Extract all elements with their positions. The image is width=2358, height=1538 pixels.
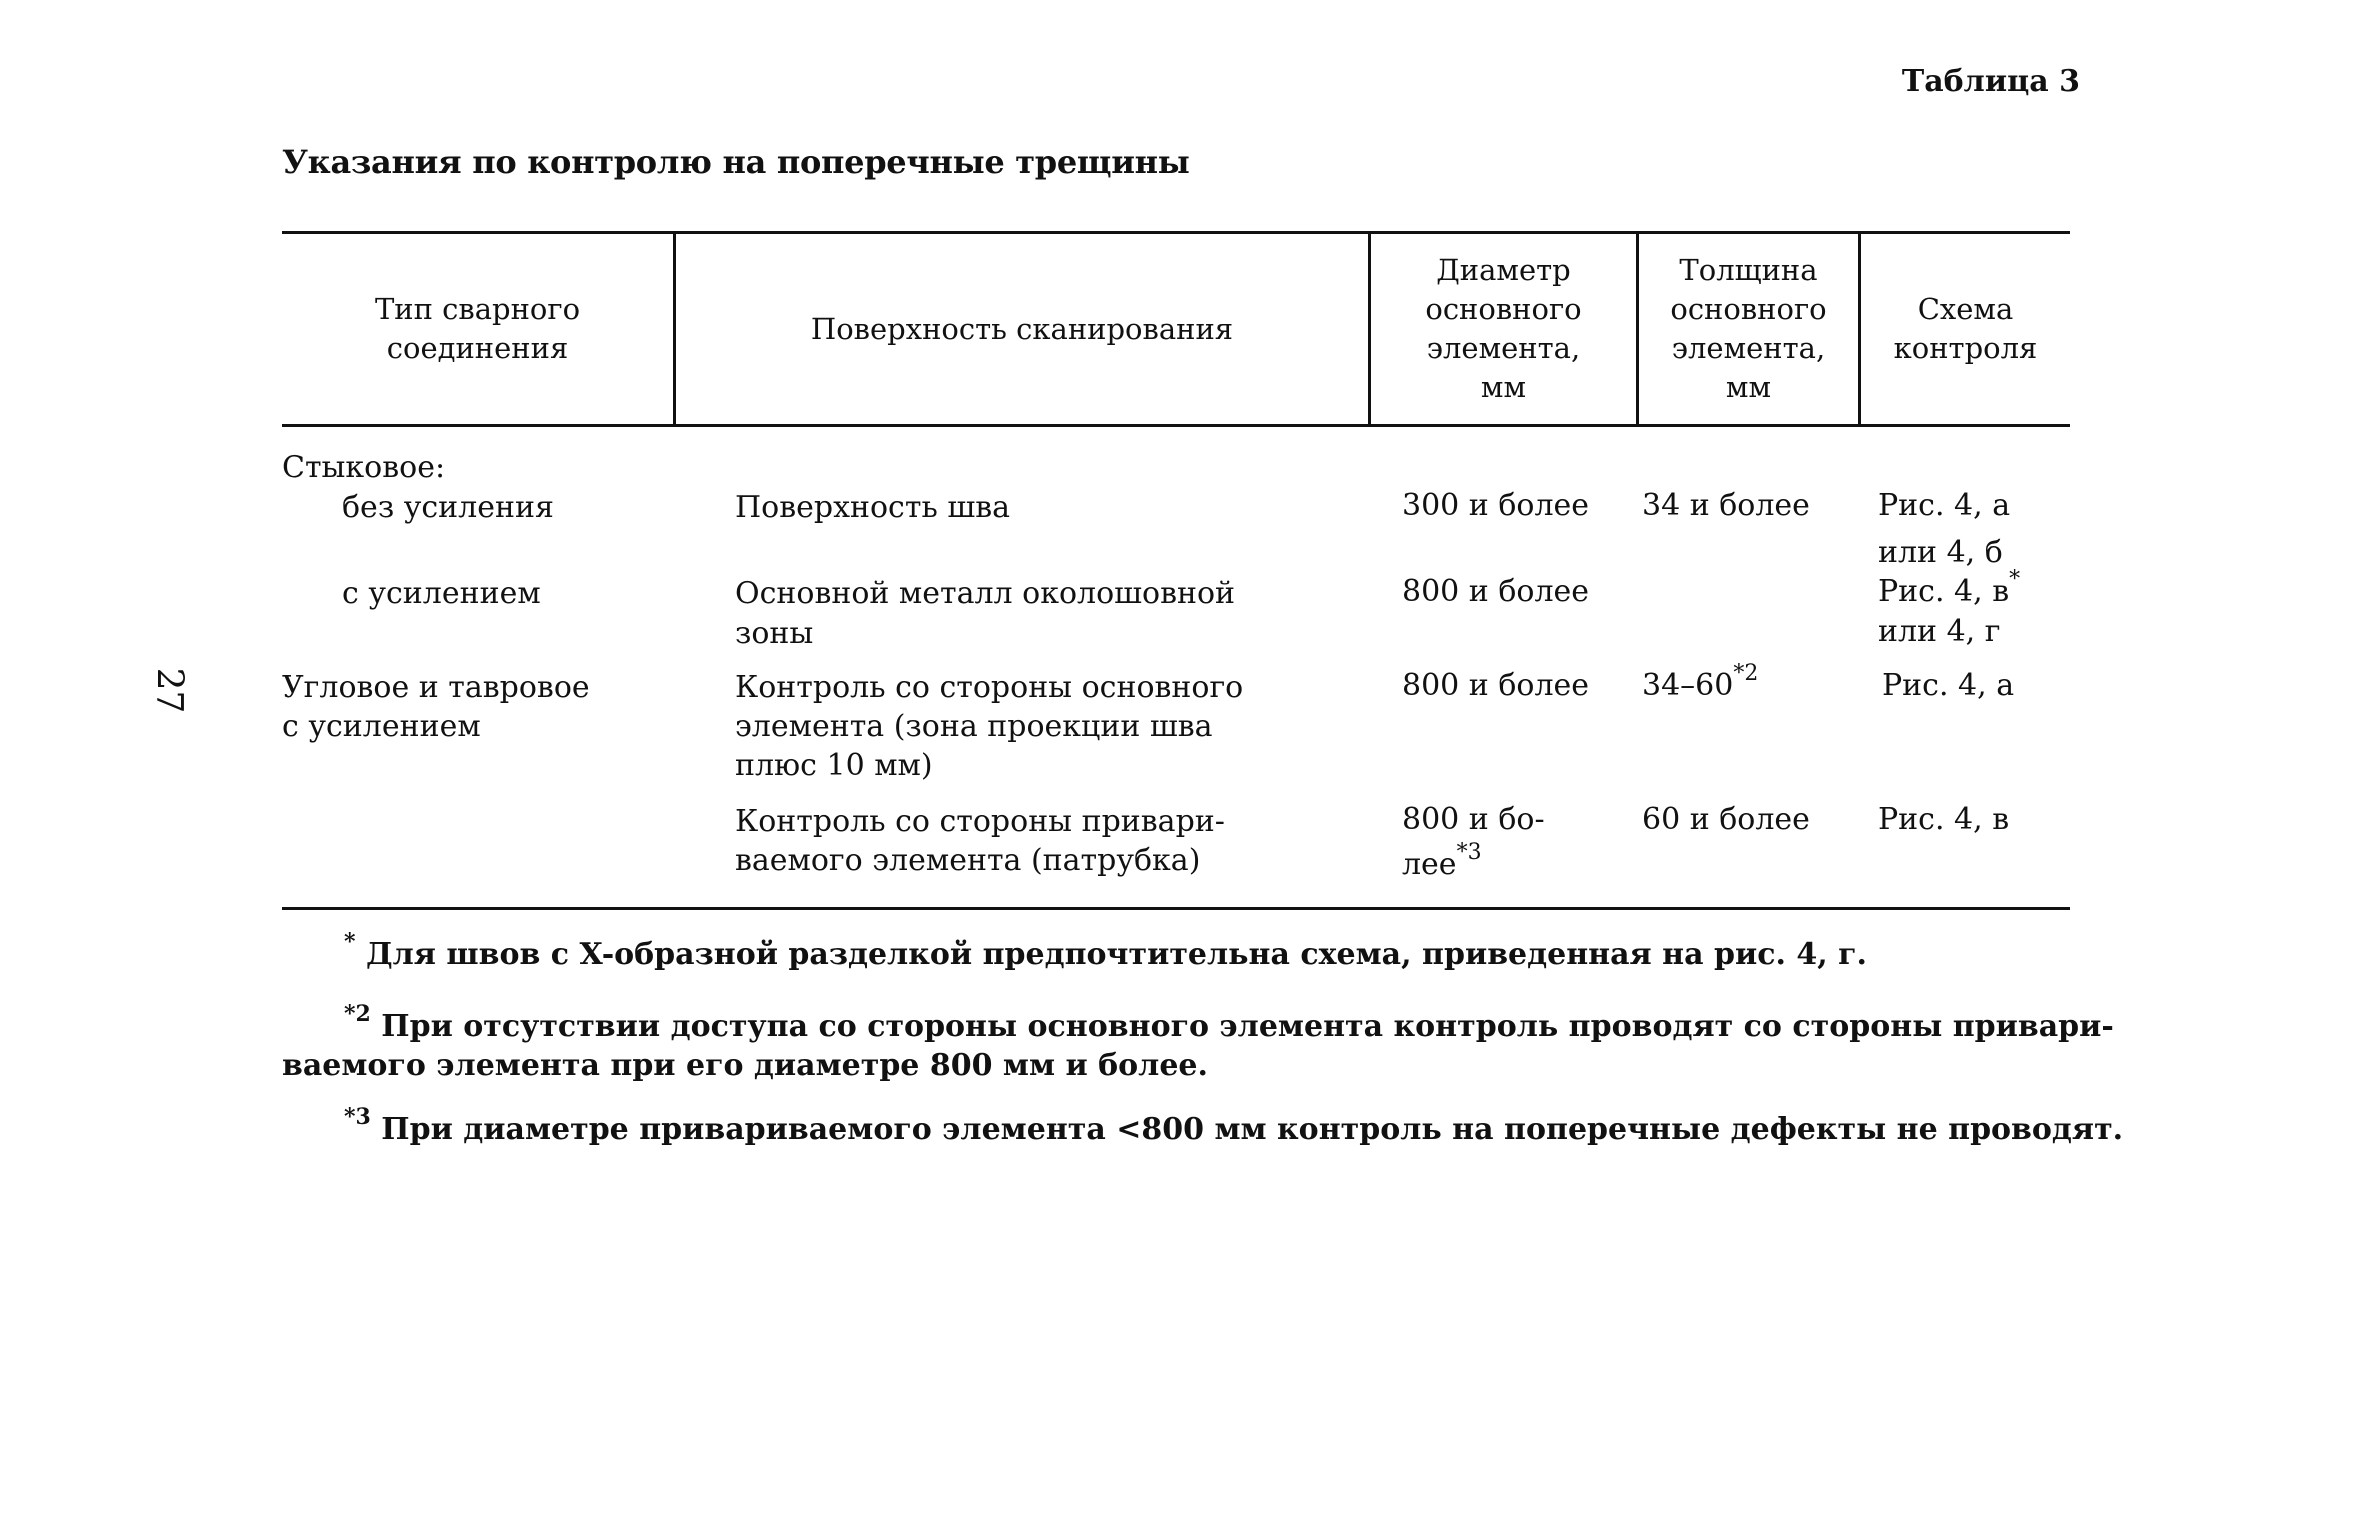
table-bottom-rule bbox=[282, 907, 2070, 910]
header-joint-type: Тип сварного соединения bbox=[374, 292, 581, 365]
footnote: $^{*3}$ При диаметре привариваемого элемента <800 мм контроль на поперечные дефекты не проводят. bbox=[344, 1104, 2124, 1147]
cell-thickness: 34–60$^{*2}$ bbox=[1642, 661, 1759, 703]
footnote-mark: *3 bbox=[1456, 840, 1482, 865]
cell-surface: зоны bbox=[735, 616, 814, 651]
cell-diameter: 800 и более bbox=[1402, 574, 1590, 609]
footnote-mark: * bbox=[2009, 567, 2021, 592]
footnote-mark: * bbox=[344, 929, 356, 955]
cell-type: без усиления bbox=[342, 490, 554, 525]
footnote-continuation: ваемого элемента при его диаметре 800 мм и более. bbox=[282, 1048, 1208, 1083]
cell-surface: Основной металл околошовной bbox=[735, 576, 1236, 611]
cell-surface: Контроль со стороны привари- bbox=[735, 804, 1225, 839]
cell-scheme: или 4, г bbox=[1878, 614, 2001, 649]
header-thickness: Толщина основного элемента, мм bbox=[1670, 253, 1827, 404]
header-scheme: Схема контроля bbox=[1893, 292, 2038, 365]
cell-scheme: Рис. 4, а bbox=[1878, 488, 2011, 523]
page-number: 27 bbox=[148, 667, 190, 714]
table-header-rule bbox=[282, 424, 2070, 427]
cell-scheme: или 4, б bbox=[1878, 535, 2003, 570]
cell-type: с усилением bbox=[342, 576, 541, 611]
footnote: $^{*2}$ При отсутствии доступа со стороны основного элемента контроль проводят со стороны привари- bbox=[344, 1001, 2114, 1044]
cell-scheme: Рис. 4, в bbox=[1878, 802, 2010, 837]
cell-thickness: 60 и более bbox=[1642, 802, 1810, 837]
cell-thickness: 34 и более bbox=[1642, 488, 1810, 523]
cell-diameter: 800 и более bbox=[1402, 668, 1590, 703]
footnote-mark: *2 bbox=[1733, 661, 1759, 686]
footnote: * Для швов с X-образной разделкой предпочтительна схема, приведенная на рис. 4, г. bbox=[344, 929, 1867, 972]
cell-surface: Поверхность шва bbox=[735, 490, 1010, 525]
table-label: Таблица 3 bbox=[1901, 64, 2080, 99]
cell-surface: плюс 10 мм) bbox=[735, 748, 933, 783]
cell-type: с усилением bbox=[282, 709, 481, 744]
header-surface: Поверхность сканирования bbox=[810, 311, 1234, 346]
cell-diameter: 800 и бо- bbox=[1402, 802, 1545, 837]
header-diameter: Диаметр основного элемента, мм bbox=[1425, 253, 1582, 404]
cell-type: Угловое и тавровое bbox=[282, 670, 590, 705]
cell-diameter: лее$^{*3}$ bbox=[1402, 840, 1482, 882]
footnote-mark: *3 bbox=[344, 1104, 371, 1130]
row-group-butt: Стыковое: bbox=[282, 450, 446, 485]
cell-scheme: Рис. 4, а bbox=[1882, 668, 2015, 703]
footnote-mark: *2 bbox=[344, 1001, 371, 1027]
cell-scheme: Рис. 4, в* bbox=[1878, 567, 2021, 609]
table-title: Указания по контролю на поперечные трещины bbox=[282, 143, 1190, 181]
cell-surface: Контроль со стороны основного bbox=[735, 670, 1244, 705]
cell-diameter: 300 и более bbox=[1402, 488, 1590, 523]
cell-surface: элемента (зона проекции шва bbox=[735, 709, 1213, 744]
cell-surface: ваемого элемента (патрубка) bbox=[735, 843, 1201, 878]
